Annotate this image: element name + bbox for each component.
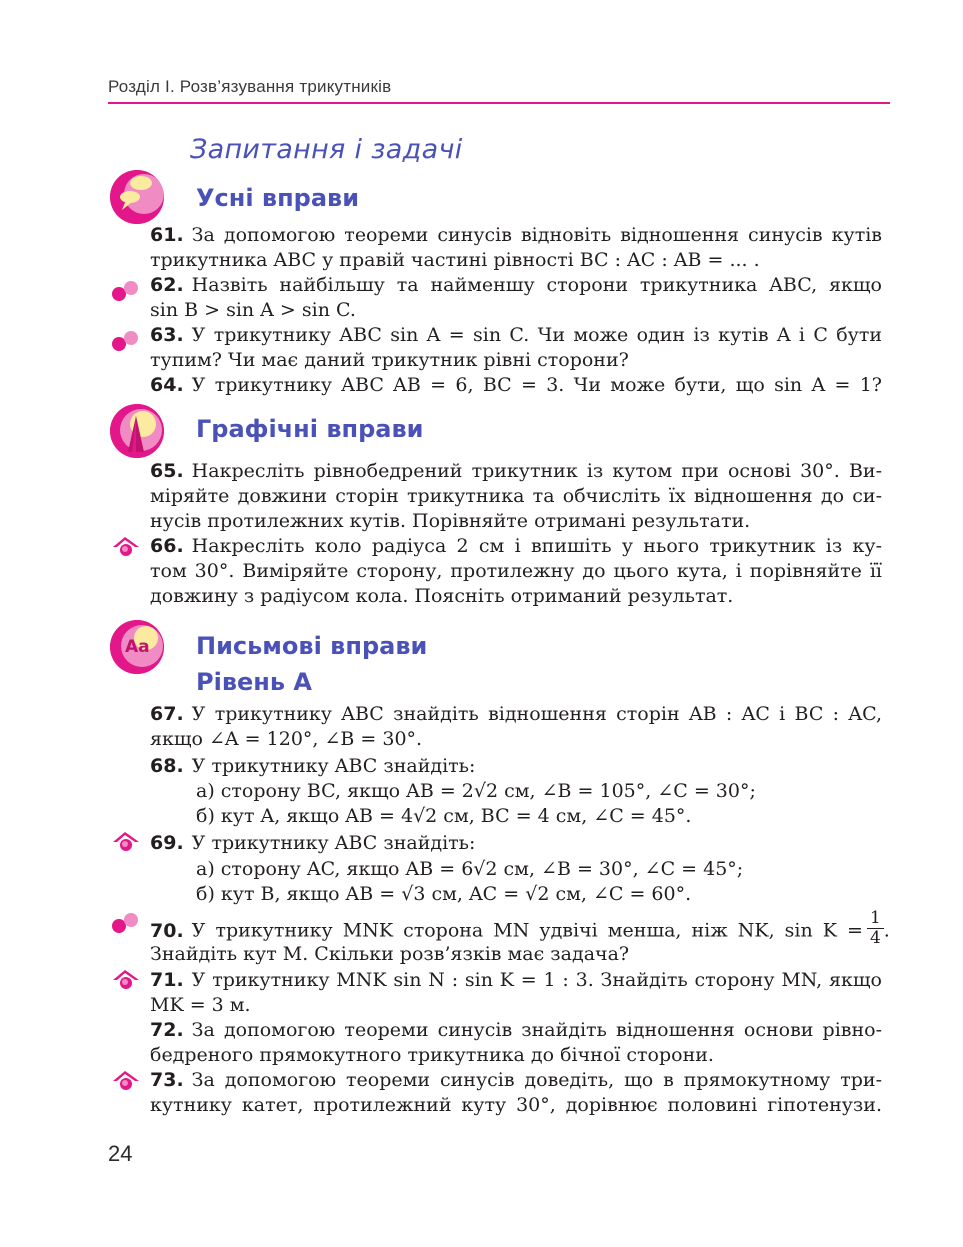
drawing-triangle-icon (110, 404, 164, 458)
section-title-written: Письмові вправи (196, 632, 428, 660)
problem-68-part-a: а) сторону BC, якщо AB = 2√2 см, ∠B = 105°, ∠C = 30°; (196, 780, 756, 802)
problem-65-line-3: нусів протилежних кутів. Порівняйте отримані результати. (150, 510, 751, 532)
problem-69-part-a: а) сторону AC, якщо AB = 6√2 см, ∠B = 30°, ∠C = 45°; (196, 858, 744, 880)
problem-number: 71. (150, 969, 184, 991)
problem-73-line-2: кутнику катет, протилежний куту 30°, дорівнює половині гіпотенузи. (150, 1094, 882, 1116)
problem-number: 69. (150, 832, 184, 854)
problem-62-line-1 (150, 273, 882, 298)
problem-number: 63. (150, 324, 184, 346)
problem-62-line-2: sin B > sin A > sin C. (150, 299, 356, 321)
problem-67-line-2: якщо ∠A = 120°, ∠B = 30°. (150, 728, 423, 750)
problem-66-line-1 (150, 534, 882, 559)
problem-65-line-1 (150, 459, 882, 484)
fraction-denominator: 4 (869, 928, 881, 948)
problem-text: У трикутнику MNK сторона MN удвічі менша, ніж NK, sin K = (191, 919, 863, 942)
roof-difficulty-icon (111, 535, 141, 557)
problem-71-line-2: MK = 3 м. (150, 994, 251, 1016)
header-rule (108, 102, 890, 104)
problem-text: У трикутнику ABC AB = 6, BC = 3. Чи може бути, що sin A = 1? (191, 374, 882, 396)
problem-63-line-2: тупим? Чи має даний трикутник рівні сторони? (150, 349, 629, 371)
letters-aa-icon (110, 620, 164, 674)
written-icon-letters: Aa (125, 637, 150, 657)
problem-text: У трикутнику ABC знайдіть відношення сторін AB : AC і BC : AC, (191, 703, 882, 725)
section-title-graphic: Графічні вправи (196, 415, 424, 443)
fraction-one-quarter (867, 909, 884, 948)
problem-68-line-1 (150, 754, 475, 779)
roof-difficulty-icon (111, 968, 141, 990)
two-circles-difficulty-icon (111, 280, 141, 302)
problem-number: 68. (150, 755, 184, 777)
problem-72-line-1 (150, 1018, 882, 1043)
problem-text: Накресліть рівнобедрений трикутник із кутом при основі 30°. Ви- (191, 460, 882, 482)
problem-number: 66. (150, 535, 184, 557)
problem-number: 67. (150, 703, 184, 725)
problem-67-line-1 (150, 702, 882, 727)
running-header: Розділ І. Розв’язування трикутників (108, 77, 392, 96)
roof-difficulty-icon (111, 1069, 141, 1091)
problem-64-line-1 (150, 373, 882, 398)
problem-text: У трикутнику ABC знайдіть: (191, 755, 476, 777)
roof-difficulty-icon (111, 830, 141, 852)
level-title-a: Рівень А (196, 668, 312, 696)
problem-69-part-b: б) кут B, якщо AB = √3 см, AC = √2 см, ∠C = 60°. (196, 883, 692, 905)
problem-61-line-2: трикутника ABC у правій частині рівності BC : AC : AB = ... . (150, 249, 760, 271)
problem-61-line-1 (150, 223, 882, 248)
problem-68-part-b: б) кут A, якщо AB = 4√2 см, BC = 4 см, ∠C = 45°. (196, 805, 692, 827)
problem-number: 64. (150, 374, 184, 396)
problem-text: Назвіть найбільшу та найменшу сторони трикутника ABC, якщо (191, 274, 882, 296)
two-circles-difficulty-icon (111, 330, 141, 352)
page-number: 24 (108, 1141, 133, 1166)
problem-70-line-2: Знайдіть кут M. Скільки розв’язків має задача? (150, 943, 630, 965)
two-circles-difficulty-icon (111, 912, 141, 934)
problem-69-line-1 (150, 831, 475, 856)
problem-text-end: . (883, 919, 890, 942)
problem-number: 61. (150, 224, 184, 246)
problem-number: 62. (150, 274, 184, 296)
problem-71-line-1 (150, 968, 882, 993)
problem-66-line-3: довжину з радіусом кола. Поясніть отриманий результат. (150, 585, 734, 607)
problem-number: 72. (150, 1019, 184, 1041)
problem-text: Накресліть коло радіуса 2 см і впишіть у нього трикутник із ку- (191, 535, 882, 557)
section-title-oral: Усні вправи (196, 184, 360, 212)
problem-72-line-2: бедреного прямокутного трикутника до бічної сторони. (150, 1044, 714, 1066)
problem-text: За допомогою теореми синусів відновіть відношення синусів кутів (191, 224, 882, 246)
problem-text: У трикутнику MNK sin N : sin K = 1 : 3. Знайдіть сторону MN, якщо (191, 969, 882, 991)
problem-text: У трикутнику ABC sin A = sin C. Чи може один із кутів A і C бути (191, 324, 882, 346)
problem-66-line-2: том 30°. Виміряйте сторону, протилежну до цього кута, і порівняйте її (150, 560, 882, 582)
problem-text: За допомогою теореми синусів доведіть, що в прямокутному три- (191, 1069, 882, 1091)
fraction-numerator: 1 (867, 909, 884, 929)
speech-bubbles-icon (110, 170, 164, 224)
main-title: Запитання і задачі (190, 134, 463, 165)
problem-73-line-1 (150, 1068, 882, 1093)
problem-number: 65. (150, 460, 184, 482)
problem-text: За допомогою теореми синусів знайдіть відношення основи рівно- (191, 1019, 882, 1041)
problem-63-line-1 (150, 323, 882, 348)
problem-text: У трикутнику ABC знайдіть: (191, 832, 476, 854)
problem-number: 70. (150, 919, 184, 942)
problem-number: 73. (150, 1069, 184, 1091)
problem-65-line-2: міряйте довжини сторін трикутника та обчисліть їх відношення до си- (150, 485, 882, 507)
